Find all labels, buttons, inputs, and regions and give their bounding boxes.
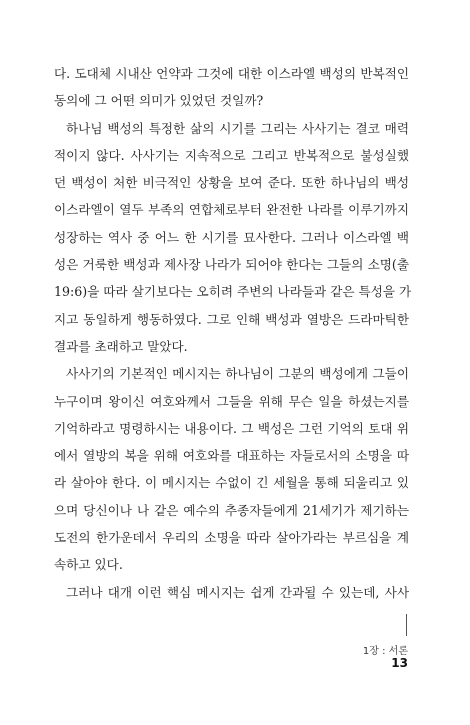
paragraph-first-line: 그러나 대개 이런 핵심 메시지는 쉽게 간과될 수 있는데, 사사 — [66, 584, 409, 600]
text-line: 라 살아야 한다. 이 메시지는 수없이 긴 세월을 통해 되울리고 있 — [54, 475, 409, 491]
paragraph-first-line: 사사기의 기본적인 메시지는 하나님이 그분의 백성에게 그들이 — [66, 366, 409, 382]
text-line: 적이지 않다. 사사기는 지속적으로 그리고 반복적으로 불성실했 — [54, 147, 409, 163]
text-line: 누구이며 왕이신 여호와께서 그들을 위해 무슨 일을 하셨는지를 — [54, 393, 409, 409]
text-line: 속하고 있다. — [54, 557, 123, 573]
text-line: 성장하는 역사 중 어느 한 시기를 묘사한다. 그러나 이스라엘 백 — [54, 229, 409, 245]
text-line: 다. 도대체 시내산 언약과 그것에 대한 이스라엘 백성의 반복적인 — [54, 66, 409, 81]
text-line: 성은 거룩한 백성과 제사장 나라가 되어야 한다는 그들의 소명(출 — [54, 257, 409, 273]
page-number: 13 — [391, 656, 408, 670]
text-line: 도전의 한가운데서 우리의 소명을 따라 살아가라는 부르심을 계 — [54, 530, 409, 546]
text-line: 동의에 그 어떤 의미가 있었던 것일까? — [54, 93, 264, 109]
text-line: 19:6)을 따라 살기보다는 오히려 주변의 나라들과 같은 특성을 가 — [54, 284, 412, 300]
footer-divider — [406, 614, 407, 636]
text-line: 에서 열방의 복을 위해 여호와를 대표하는 자들로서의 소명을 따 — [54, 448, 409, 464]
text-line: 결과를 초래하고 말았다. — [54, 338, 188, 354]
text-line: 이스라엘이 열두 부족의 연합체로부터 완전한 나라를 이루기까지 — [54, 202, 409, 218]
text-line: 으며 당신이나 나 같은 예수의 추종자들에게 21세기가 제기하는 — [54, 502, 409, 518]
body-text — [54, 60, 412, 606]
chapter-label: 1장 : 서론 — [362, 646, 408, 657]
text-line: 지고 동일하게 행동하였다. 그로 인해 백성과 열방은 드라마틱한 — [54, 311, 409, 327]
text-line: 기억하라고 명령하시는 내용이다. 그 백성은 그런 기억의 토대 위 — [54, 420, 409, 436]
text-line: 던 백성이 처한 비극적인 상황을 보여 준다. 또한 하나님의 백성 — [54, 175, 409, 191]
paragraph-first-line: 하나님 백성의 특정한 삶의 시기를 그리는 사사기는 결코 매력 — [66, 120, 409, 136]
